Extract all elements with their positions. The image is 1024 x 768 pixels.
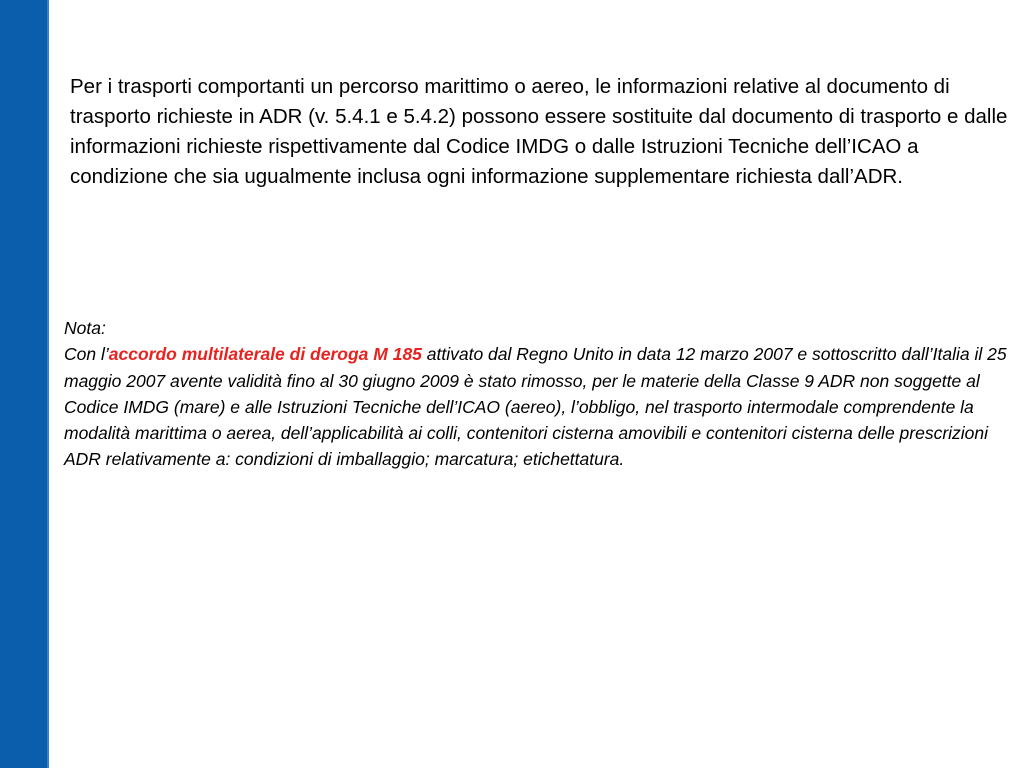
agreement-highlight: accordo multilaterale di deroga M 185 <box>108 344 422 365</box>
main-paragraph: Per i trasporti comportanti un percorso marittimo o aereo, le informazioni relative al documento di trasporto richieste in ADR (v. 5.4.1 e 5.4.2) possono essere sostituite dal documento di trasporto e dalle informazioni richieste rispettivamente dal Codice IMDG o dalle Istruzioni Tecniche dell’ICAO a condizione che sia ugualmente inclusa ogni informazione supplementare richiesta dall’ADR. <box>70 75 1008 188</box>
note-body: attivato dal Regno Unito in data 12 marzo 2007 e sottoscritto dall’Italia il 25 maggio 2007 avente validità fino al 30 giugno 2009 è stato rimosso, per le materie della Classe 9 ADR non soggette al Codice IMDG (mare) e alle Istruzioni Tecniche dell’ICAO (aereo), l’obbligo, nel trasporto intermodale comprendente la modalità marittima o aerea, dell’applicabilità ai colli, contenitori cisterna amovibili e contenitori cisterna delle prescrizioni ADR relativamente a: condizioni di imballaggio; marcatura; etichettatura. <box>64 344 1007 470</box>
note-prefix: Con l’ <box>64 344 109 365</box>
side-accent-bar-edge <box>47 0 49 768</box>
note-block <box>64 315 1018 473</box>
side-accent-bar <box>0 0 47 768</box>
note-label: Nota: <box>64 318 106 338</box>
